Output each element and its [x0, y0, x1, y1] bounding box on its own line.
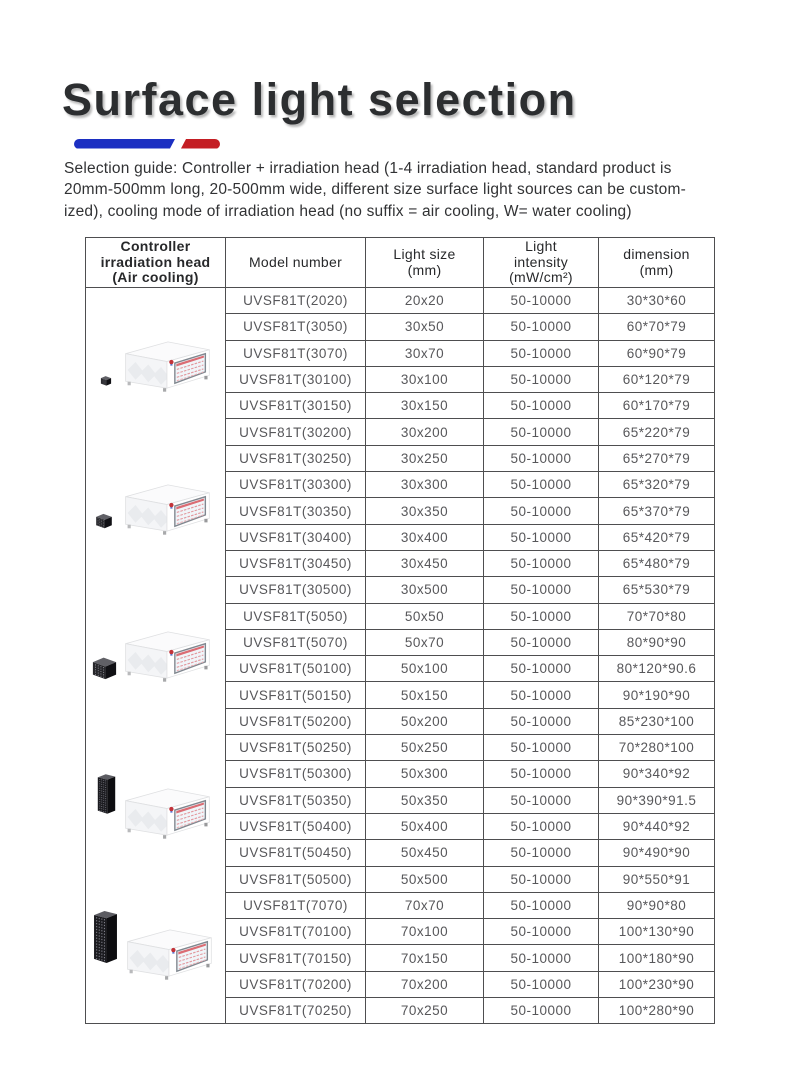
- light-intensity-cell: 50-10000: [484, 892, 599, 918]
- light-size-cell: 50x100: [366, 656, 484, 682]
- light-size-cell: 70x250: [366, 998, 484, 1024]
- light-intensity-cell: 50-10000: [484, 314, 599, 340]
- dimension-cell: 60*170*79: [599, 393, 715, 419]
- dimension-cell: 60*90*79: [599, 340, 715, 366]
- light-size-cell: 50x70: [366, 629, 484, 655]
- model-number-cell: UVSF81T(30500): [226, 577, 366, 603]
- irradiation-head-tiny-icon: [101, 376, 111, 385]
- table-header: [86, 238, 715, 288]
- controller-illustration: [126, 485, 210, 535]
- light-size-cell: 30x400: [366, 524, 484, 550]
- dimension-cell: 90*550*91: [599, 866, 715, 892]
- light-size-cell: 50x250: [366, 735, 484, 761]
- dimension-cell: 100*180*90: [599, 945, 715, 971]
- col-header-dimension: dimension (mm): [599, 238, 715, 288]
- selection-guide-line-3: ized), cooling mode of irradiation head (no suffix = air cooling, W= water cooling): [64, 202, 632, 220]
- light-intensity-cell: 50-10000: [484, 919, 599, 945]
- light-intensity-cell: 50-10000: [484, 550, 599, 576]
- light-intensity-cell: 50-10000: [484, 498, 599, 524]
- col-header-light-size: Light size (mm): [366, 238, 484, 288]
- model-number-cell: UVSF81T(5050): [226, 603, 366, 629]
- light-size-cell: 70x70: [366, 892, 484, 918]
- dimension-cell: 60*120*79: [599, 366, 715, 392]
- light-size-cell: 50x50: [366, 603, 484, 629]
- light-size-cell: 50x150: [366, 682, 484, 708]
- light-intensity-cell: 50-10000: [484, 288, 599, 314]
- model-number-cell: UVSF81T(3050): [226, 314, 366, 340]
- title-underline: [74, 139, 220, 149]
- model-number-cell: UVSF81T(30300): [226, 472, 366, 498]
- dimension-cell: 85*230*100: [599, 708, 715, 734]
- model-number-cell: UVSF81T(30200): [226, 419, 366, 445]
- model-number-cell: UVSF81T(50500): [226, 866, 366, 892]
- irradiation-head-tall-icon: [98, 774, 115, 814]
- model-number-cell: UVSF81T(50250): [226, 735, 366, 761]
- model-number-cell: UVSF81T(50200): [226, 708, 366, 734]
- light-size-cell: 30x50: [366, 314, 484, 340]
- surface-light-spec-table: [85, 237, 715, 1024]
- light-size-cell: 30x250: [366, 445, 484, 471]
- dimension-cell: 70*280*100: [599, 735, 715, 761]
- model-number-cell: UVSF81T(50400): [226, 813, 366, 839]
- light-size-cell: 70x200: [366, 971, 484, 997]
- light-size-cell: 20x20: [366, 288, 484, 314]
- light-intensity-cell: 50-10000: [484, 787, 599, 813]
- model-number-cell: UVSF81T(50300): [226, 761, 366, 787]
- dimension-cell: 70*70*80: [599, 603, 715, 629]
- light-intensity-cell: 50-10000: [484, 366, 599, 392]
- dimension-cell: 65*220*79: [599, 419, 715, 445]
- dimension-cell: 30*30*60: [599, 288, 715, 314]
- light-intensity-cell: 50-10000: [484, 577, 599, 603]
- light-intensity-cell: 50-10000: [484, 524, 599, 550]
- model-number-cell: UVSF81T(70150): [226, 945, 366, 971]
- dimension-cell: 60*70*79: [599, 314, 715, 340]
- controller-illustration: [126, 789, 210, 839]
- model-number-cell: UVSF81T(50350): [226, 787, 366, 813]
- light-size-cell: 30x500: [366, 577, 484, 603]
- light-intensity-cell: 50-10000: [484, 813, 599, 839]
- controller-illustration: [126, 632, 210, 682]
- product-image-2: [91, 476, 219, 540]
- dimension-cell: 65*420*79: [599, 524, 715, 550]
- light-size-cell: 50x200: [366, 708, 484, 734]
- model-number-cell: UVSF81T(50450): [226, 840, 366, 866]
- dimension-cell: 90*340*92: [599, 761, 715, 787]
- light-size-cell: 50x300: [366, 761, 484, 787]
- dimension-cell: 65*530*79: [599, 577, 715, 603]
- dimension-cell: 65*480*79: [599, 550, 715, 576]
- model-number-cell: UVSF81T(30350): [226, 498, 366, 524]
- page-title: Surface light selection: [62, 74, 577, 125]
- light-intensity-cell: 50-10000: [484, 419, 599, 445]
- light-size-cell: 50x350: [366, 787, 484, 813]
- irradiation-head-small-icon: [96, 514, 112, 528]
- light-size-cell: 50x400: [366, 813, 484, 839]
- dimension-cell: 100*280*90: [599, 998, 715, 1024]
- controller-illustration: [128, 930, 212, 980]
- col-header-light-intensity: Light intensity (mW/cm²): [484, 238, 599, 288]
- dimension-cell: 100*130*90: [599, 919, 715, 945]
- dimension-cell: 65*270*79: [599, 445, 715, 471]
- product-image-1: [91, 333, 219, 397]
- light-intensity-cell: 50-10000: [484, 393, 599, 419]
- model-number-cell: UVSF81T(50100): [226, 656, 366, 682]
- model-number-cell: UVSF81T(30450): [226, 550, 366, 576]
- light-intensity-cell: 50-10000: [484, 682, 599, 708]
- model-number-cell: UVSF81T(70100): [226, 919, 366, 945]
- light-intensity-cell: 50-10000: [484, 761, 599, 787]
- light-intensity-cell: 50-10000: [484, 945, 599, 971]
- product-image-3: [91, 623, 219, 687]
- light-size-cell: 30x70: [366, 340, 484, 366]
- selection-guide-text: [64, 158, 754, 222]
- dimension-cell: 90*440*92: [599, 813, 715, 839]
- model-number-cell: UVSF81T(2020): [226, 288, 366, 314]
- underline-blue-bar: [74, 139, 175, 149]
- model-number-cell: UVSF81T(7070): [226, 892, 366, 918]
- table-body: [86, 288, 715, 1024]
- light-intensity-cell: 50-10000: [484, 971, 599, 997]
- light-size-cell: 50x500: [366, 866, 484, 892]
- model-number-cell: UVSF81T(3070): [226, 340, 366, 366]
- dimension-cell: 80*90*90: [599, 629, 715, 655]
- light-intensity-cell: 50-10000: [484, 866, 599, 892]
- model-number-cell: UVSF81T(5070): [226, 629, 366, 655]
- model-number-cell: UVSF81T(30400): [226, 524, 366, 550]
- model-number-cell: UVSF81T(50150): [226, 682, 366, 708]
- table-header-row: [86, 238, 715, 288]
- model-number-cell: UVSF81T(30150): [226, 393, 366, 419]
- light-intensity-cell: 50-10000: [484, 840, 599, 866]
- light-intensity-cell: 50-10000: [484, 998, 599, 1024]
- selection-guide-line-2: 20mm-500mm long, 20-500mm wide, different size surface light sources can be custom-: [64, 181, 686, 199]
- dimension-cell: 90*390*91.5: [599, 787, 715, 813]
- light-size-cell: 30x450: [366, 550, 484, 576]
- model-number-cell: UVSF81T(30100): [226, 366, 366, 392]
- table-row: [86, 288, 715, 314]
- light-intensity-cell: 50-10000: [484, 629, 599, 655]
- light-size-cell: 70x150: [366, 945, 484, 971]
- dimension-cell: 65*370*79: [599, 498, 715, 524]
- light-size-cell: 50x450: [366, 840, 484, 866]
- irradiation-head-medium-icon: [93, 658, 116, 679]
- dimension-cell: 100*230*90: [599, 971, 715, 997]
- col-header-controller-head: Controller irradiation head (Air cooling): [86, 238, 226, 288]
- light-size-cell: 70x100: [366, 919, 484, 945]
- light-size-cell: 30x200: [366, 419, 484, 445]
- product-image-4: [91, 758, 219, 846]
- dimension-cell: 65*320*79: [599, 472, 715, 498]
- light-intensity-cell: 50-10000: [484, 340, 599, 366]
- model-number-cell: UVSF81T(30250): [226, 445, 366, 471]
- controller-illustration: [126, 342, 210, 392]
- light-intensity-cell: 50-10000: [484, 472, 599, 498]
- light-intensity-cell: 50-10000: [484, 445, 599, 471]
- product-image-5: [91, 898, 219, 986]
- light-intensity-cell: 50-10000: [484, 735, 599, 761]
- dimension-cell: 80*120*90.6: [599, 656, 715, 682]
- light-size-cell: 30x150: [366, 393, 484, 419]
- model-number-cell: UVSF81T(70250): [226, 998, 366, 1024]
- spec-table-wrapper: [85, 237, 715, 1024]
- light-intensity-cell: 50-10000: [484, 603, 599, 629]
- light-intensity-cell: 50-10000: [484, 656, 599, 682]
- dimension-cell: 90*90*80: [599, 892, 715, 918]
- product-column: [86, 288, 226, 1024]
- irradiation-head-large-icon: [94, 911, 117, 963]
- model-number-cell: UVSF81T(70200): [226, 971, 366, 997]
- underline-red-bar: [181, 139, 220, 149]
- col-header-model-number: Model number: [226, 238, 366, 288]
- light-intensity-cell: 50-10000: [484, 708, 599, 734]
- dimension-cell: 90*490*90: [599, 840, 715, 866]
- dimension-cell: 90*190*90: [599, 682, 715, 708]
- selection-guide-line-1: Selection guide: Controller + irradiation head (1-4 irradiation head, standard product is: [64, 160, 672, 177]
- light-size-cell: 30x350: [366, 498, 484, 524]
- light-size-cell: 30x300: [366, 472, 484, 498]
- light-size-cell: 30x100: [366, 366, 484, 392]
